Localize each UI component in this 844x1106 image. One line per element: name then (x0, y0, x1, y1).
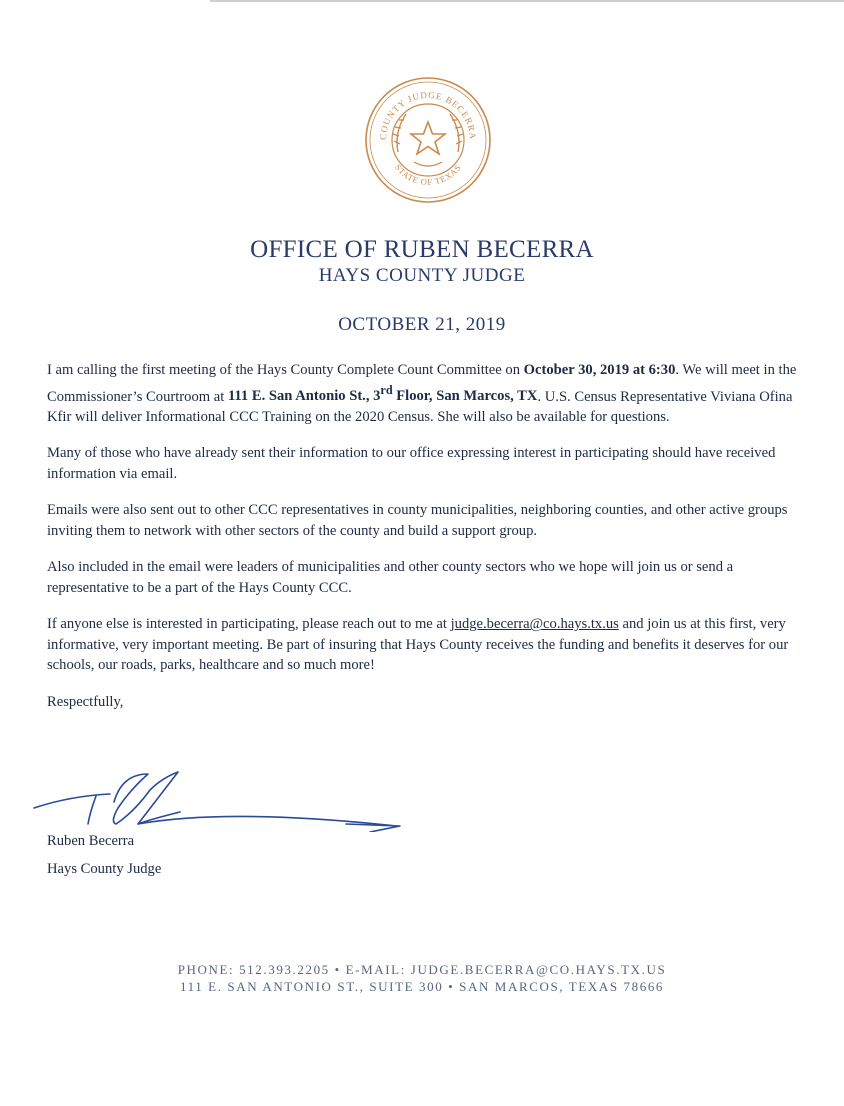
county-judge-seal (364, 70, 492, 214)
paragraph-invite: If anyone else is interested in participating, please reach out to me at judge.becerra@co.hays.tx.us and join us at this first, very informative, very important meeting. Be part of insuring that Hays County receives the funding and benefits it deserves for our schools, our roads, parks, healthcare and so much more! (47, 616, 789, 674)
footer-address-line: 111 E. SAN ANTONIO ST., SUITE 300 • SAN MARCOS, TEXAS 78666 (179, 979, 665, 994)
footer-contact-line: PHONE: 512.393.2205 • E-MAIL: JUDGE.BECERRA@CO.HAYS.TX.US (177, 962, 667, 977)
paragraph-leaders: Also included in the email were leaders of municipalities and other county sectors who we hope will join us or send a representative to be a part of the Hays County CCC. (47, 559, 734, 596)
meeting-address: 111 E. San Antonio St., 3rd Floor, San Marcos, TX (227, 383, 538, 405)
signatory-name: Ruben Becerra (47, 833, 135, 849)
paragraph-info: Many of those who have already sent their information to our office expressing interest in participating should have received information via email. (47, 445, 776, 482)
email-link[interactable]: judge.becerra@co.hays.tx.us (450, 616, 619, 633)
office-subtitle: HAYS COUNTY JUDGE (318, 265, 526, 286)
closing: Respectfully, (47, 693, 124, 710)
star-icon (411, 122, 445, 154)
meeting-datetime: October 30, 2019 at 6:30 (523, 362, 676, 378)
handwritten-signature (30, 768, 410, 832)
paragraph-meeting: I am calling the first meeting of the Hays County Complete Count Committee on October 30, 2019 at 6:30. We will meet in the Commissioner’s Courtroom at 111 E. San Antonio St., 3rd Floor, San Marcos, TX. U.S. Census Representative Viviana Ofina Kfir will deliver Informational CCC Training on the 2020 Census. She will also be available for questions. (47, 362, 797, 425)
paragraph-emails: Emails were also sent out to other CCC representatives in county municipalities, neighboring counties, and other active groups inviting them to network with other sectors of the county and build a support group. (47, 502, 788, 539)
office-title: OFFICE OF RUBEN BECERRA (250, 236, 594, 263)
letter-date: OCTOBER 21, 2019 (338, 314, 506, 335)
letter-body (47, 360, 807, 728)
signatory-title: Hays County Judge (47, 861, 162, 877)
seal-bottom-text: STATE OF TEXAS (392, 162, 464, 188)
top-edge-line (210, 0, 844, 2)
seal-top-text: COUNTY JUDGE BECERRA (377, 89, 479, 141)
